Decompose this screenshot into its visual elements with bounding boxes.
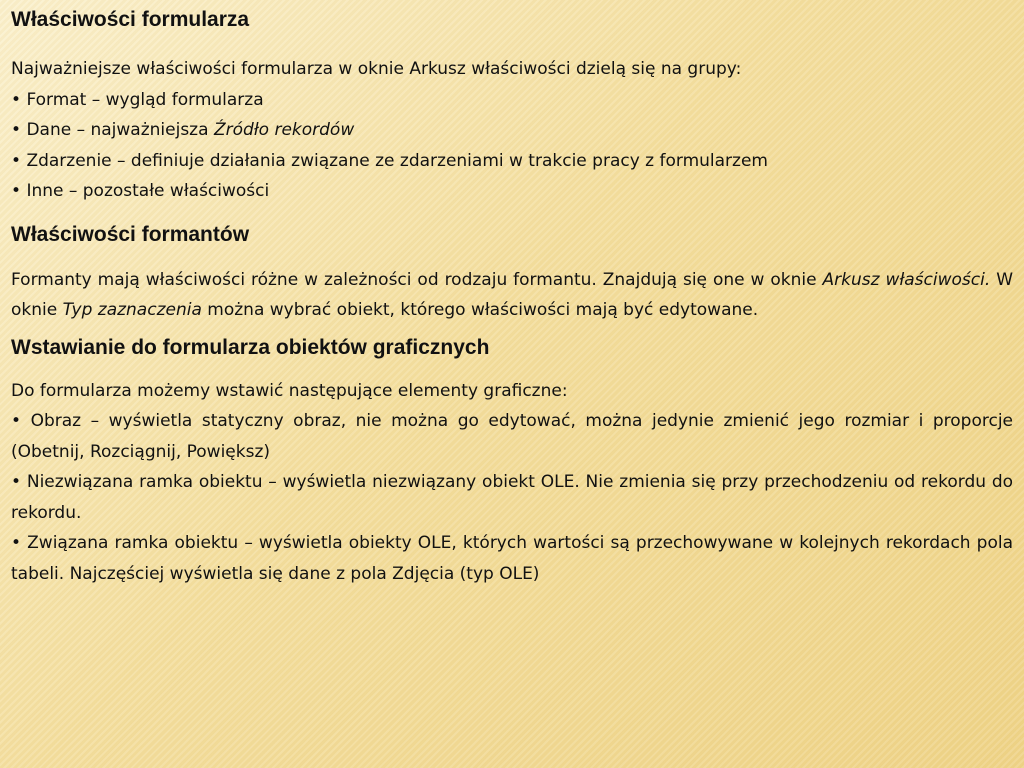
bullet-icon: • bbox=[11, 181, 22, 201]
bullet-format bbox=[11, 85, 1013, 116]
bullet-term: Niezwiązana ramka obiektu bbox=[26, 472, 263, 492]
bullet-data bbox=[11, 115, 1013, 146]
bullet-icon: • bbox=[11, 150, 22, 171]
control-properties-body bbox=[11, 265, 1013, 326]
bullet-icon: • bbox=[11, 120, 22, 140]
body-text: można wybrać obiekt, którego właściwości mają być edytowane. bbox=[201, 300, 759, 320]
bullet-text: – wyświetla statyczny obraz, nie można go edytować, można jedynie zmienić jego rozmiar i proporcje (Obetnij, Rozciągnij, Powiększ) bbox=[11, 411, 1013, 462]
bullet-text: Inne – pozostałe właściwości bbox=[26, 181, 270, 201]
body-text: Formanty mają właściwości różne w zależności od rodzaju formantu. Znajdują się one w oknie bbox=[11, 269, 823, 290]
bullet-icon: • bbox=[11, 89, 22, 110]
section-title-insert-graphics: Wstawianie do formularza obiektów graficznych bbox=[11, 335, 490, 359]
bullet-icon: • bbox=[11, 533, 22, 553]
bullet-bound-frame bbox=[11, 528, 1013, 589]
section-title-control-properties: Właściwości formantów bbox=[11, 222, 250, 246]
bullet-unbound-frame bbox=[11, 467, 1013, 528]
bullet-text: – wyświetla obiekty OLE, których wartości są przechowywane w kolejnych rekordach pola tabeli. Najczęściej wyświetla się dane z pola Zdjęcia (typ OLE) bbox=[11, 533, 1014, 584]
bullet-text: Zdarzenie – definiuje działania związane ze zdarzeniami w trakcie pracy z formularzem bbox=[26, 150, 768, 171]
bullet-text: Dane – najważniejsza bbox=[26, 120, 214, 140]
bullet-event bbox=[11, 146, 1013, 177]
bullet-text: – wyświetla niezwiązany obiekt OLE. Nie zmienia się przy przechodzeniu od rekordu do rekordu. bbox=[11, 472, 1014, 523]
form-properties-intro: Najważniejsze właściwości formularza w oknie Arkusz właściwości dzielą się na grupy: bbox=[11, 59, 742, 79]
bullet-icon: • bbox=[11, 411, 22, 431]
slide-content bbox=[11, 6, 1013, 589]
body-italic-text: Arkusz właściwości. bbox=[822, 269, 991, 290]
section-title-form-properties: Właściwości formularza bbox=[11, 8, 250, 31]
bullet-image bbox=[11, 406, 1013, 467]
bullet-text: Format – wygląd formularza bbox=[26, 89, 264, 110]
bullet-icon: • bbox=[11, 472, 22, 492]
bullet-italic-text: Źródło rekordów bbox=[213, 120, 355, 140]
body-italic-text: Typ zaznaczenia bbox=[62, 300, 202, 320]
bullet-term: Związana ramka obiektu bbox=[27, 533, 239, 553]
bullet-other bbox=[11, 176, 1013, 207]
bullet-term: Obraz bbox=[30, 411, 82, 431]
insert-graphics-intro: Do formularza możemy wstawić następujące elementy graficzne: bbox=[11, 380, 568, 401]
body-text: W oknie bbox=[11, 269, 1013, 320]
